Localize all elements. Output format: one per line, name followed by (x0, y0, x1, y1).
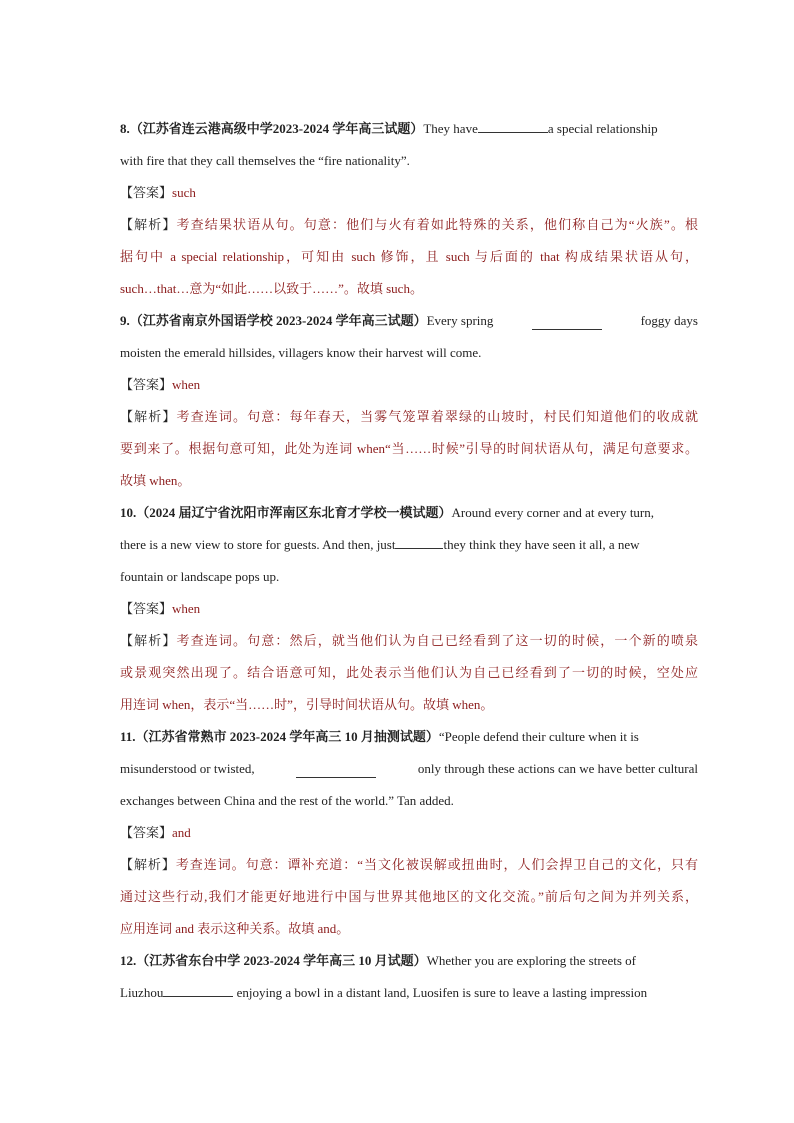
question-8-line-2 (120, 145, 698, 177)
question-11-text-b: misunderstood or twisted, (120, 761, 255, 776)
question-12-line-1 (120, 945, 698, 977)
question-9-source: 9.（江苏省南京外国语学校 2023-2024 学年高三试题） (120, 313, 427, 328)
analysis-text: 考查连词。句意：然后，就当他们认为自己已经看到了这一切的时候，一个新的喷泉 (176, 633, 698, 648)
answer-value: such (172, 185, 196, 200)
analysis-label: 【解析】 (120, 409, 177, 424)
question-11-answer (120, 817, 698, 849)
question-10-text-b: there is a new view to store for guests. And then, just (120, 537, 396, 552)
question-9-text-a: Every spring (426, 313, 494, 328)
question-12-line-2 (120, 977, 698, 1009)
question-12-text-c: enjoying a bowl in a distant land, Luosifen is sure to leave a lasting impression (236, 985, 648, 1000)
question-9-analysis-3: 故填 when。 (120, 473, 191, 488)
question-10-text-d: fountain or landscape pops up. (120, 569, 280, 584)
answer-value: when (172, 377, 201, 392)
question-11-text-c: only through these actions can we have better cultural (417, 761, 698, 776)
question-11-analysis-2: 通过这些行动,我们才能更好地进行中国与世界其他地区的文化交流。”前后句之间为并列关系， (120, 889, 698, 904)
question-10-source: 10.（2024 届辽宁省沈阳市浑南区东北育才学校一模试题） (120, 505, 452, 520)
analysis-text: 考查结果状语从句。句意：他们与火有着如此特殊的关系，他们称自己为“火族”。根 (176, 217, 698, 232)
question-10-analysis-1 (120, 625, 698, 657)
question-8-analysis-3: such…that…意为“如此……以致于……”。故填 such。 (120, 281, 423, 296)
question-10-blank[interactable] (395, 534, 443, 549)
question-9-analysis-2: 要到来了。根据句意可知，此处为连词 when“当……时候”引导的时间状语从句，满足句意要求。 (120, 441, 698, 456)
question-9-text-c: moisten the emerald hillsides, villagers know their harvest will come. (120, 345, 482, 360)
question-12-text-b: Liuzhou (120, 985, 164, 1000)
question-12-blank[interactable] (163, 982, 233, 997)
question-8-analysis-2: 据句中 a special relationship，可知由 such 修饰，且 such 与后面的 that 构成结果状语从句， (120, 249, 698, 264)
question-8-source: 8.（江苏省连云港高级中学2023-2024 学年高三试题） (120, 121, 424, 136)
question-8-blank[interactable] (478, 118, 548, 133)
question-10-line-2 (120, 529, 698, 561)
answer-label: 【答案】 (120, 185, 173, 200)
question-12-text-a: Whether you are exploring the streets of (426, 953, 636, 968)
answer-label: 【答案】 (120, 377, 173, 392)
question-10-line-1 (120, 497, 698, 529)
question-10-analysis-2: 或景观突然出现了。结合语意可知，此处表示当他们认为自己已经看到了一切的时候，空处应 (120, 665, 698, 680)
question-11-analysis-1 (120, 849, 698, 881)
question-8-answer (120, 177, 698, 209)
question-11-line-1 (120, 721, 698, 753)
analysis-label: 【解析】 (120, 633, 177, 648)
question-8-text-a: They have (423, 121, 478, 136)
question-8-text-c: with fire that they call themselves the “fire nationality”. (120, 153, 410, 168)
document-page (120, 113, 698, 1009)
question-11-analysis-3: 应用连词 and 表示这种关系。故填 and。 (120, 921, 350, 936)
question-11-text-d: exchanges between China and the rest of the world.” Tan added. (120, 793, 454, 808)
question-10-line-3 (120, 561, 698, 593)
question-10-text-a: Around every corner and at every turn, (451, 505, 655, 520)
question-9-line-2 (120, 337, 698, 369)
answer-value: when (172, 601, 201, 616)
question-8-line-1 (120, 113, 698, 145)
analysis-label: 【解析】 (120, 217, 177, 232)
question-11-line-3 (120, 785, 698, 817)
analysis-label: 【解析】 (120, 857, 176, 872)
question-11-line-2 (120, 753, 698, 785)
answer-label: 【答案】 (120, 601, 173, 616)
question-10-text-c: they think they have seen it all, a new (443, 537, 640, 552)
question-11-text-a: “People defend their culture when it is (438, 729, 639, 744)
question-8-text-b: a special relationship (547, 121, 658, 136)
question-9-line-1 (120, 305, 698, 337)
analysis-text: 考查连词。句意：每年春天，当雾气笼罩着翠绿的山坡时，村民们知道他们的收成就 (176, 409, 698, 424)
question-10-analysis-3: 用连词 when，表示“当……时”，引导时间状语从句。故填 when。 (120, 697, 494, 712)
question-9-blank[interactable] (532, 315, 602, 330)
question-10-answer (120, 593, 698, 625)
question-12-source: 12.（江苏省东台中学 2023-2024 学年高三 10 月试题） (120, 953, 427, 968)
question-9-answer (120, 369, 698, 401)
answer-value: and (172, 825, 191, 840)
question-11-source: 11.（江苏省常熟市 2023-2024 学年高三 10 月抽测试题） (120, 729, 439, 744)
analysis-text: 考查连词。句意：谭补充道：“当文化被误解或扭曲时，人们会捍卫自己的文化，只有 (175, 857, 698, 872)
question-8-analysis-1 (120, 209, 698, 241)
answer-label: 【答案】 (120, 825, 173, 840)
question-9-text-b: foggy days (640, 313, 698, 328)
question-9-analysis-1 (120, 401, 698, 433)
question-11-blank[interactable] (296, 763, 376, 778)
